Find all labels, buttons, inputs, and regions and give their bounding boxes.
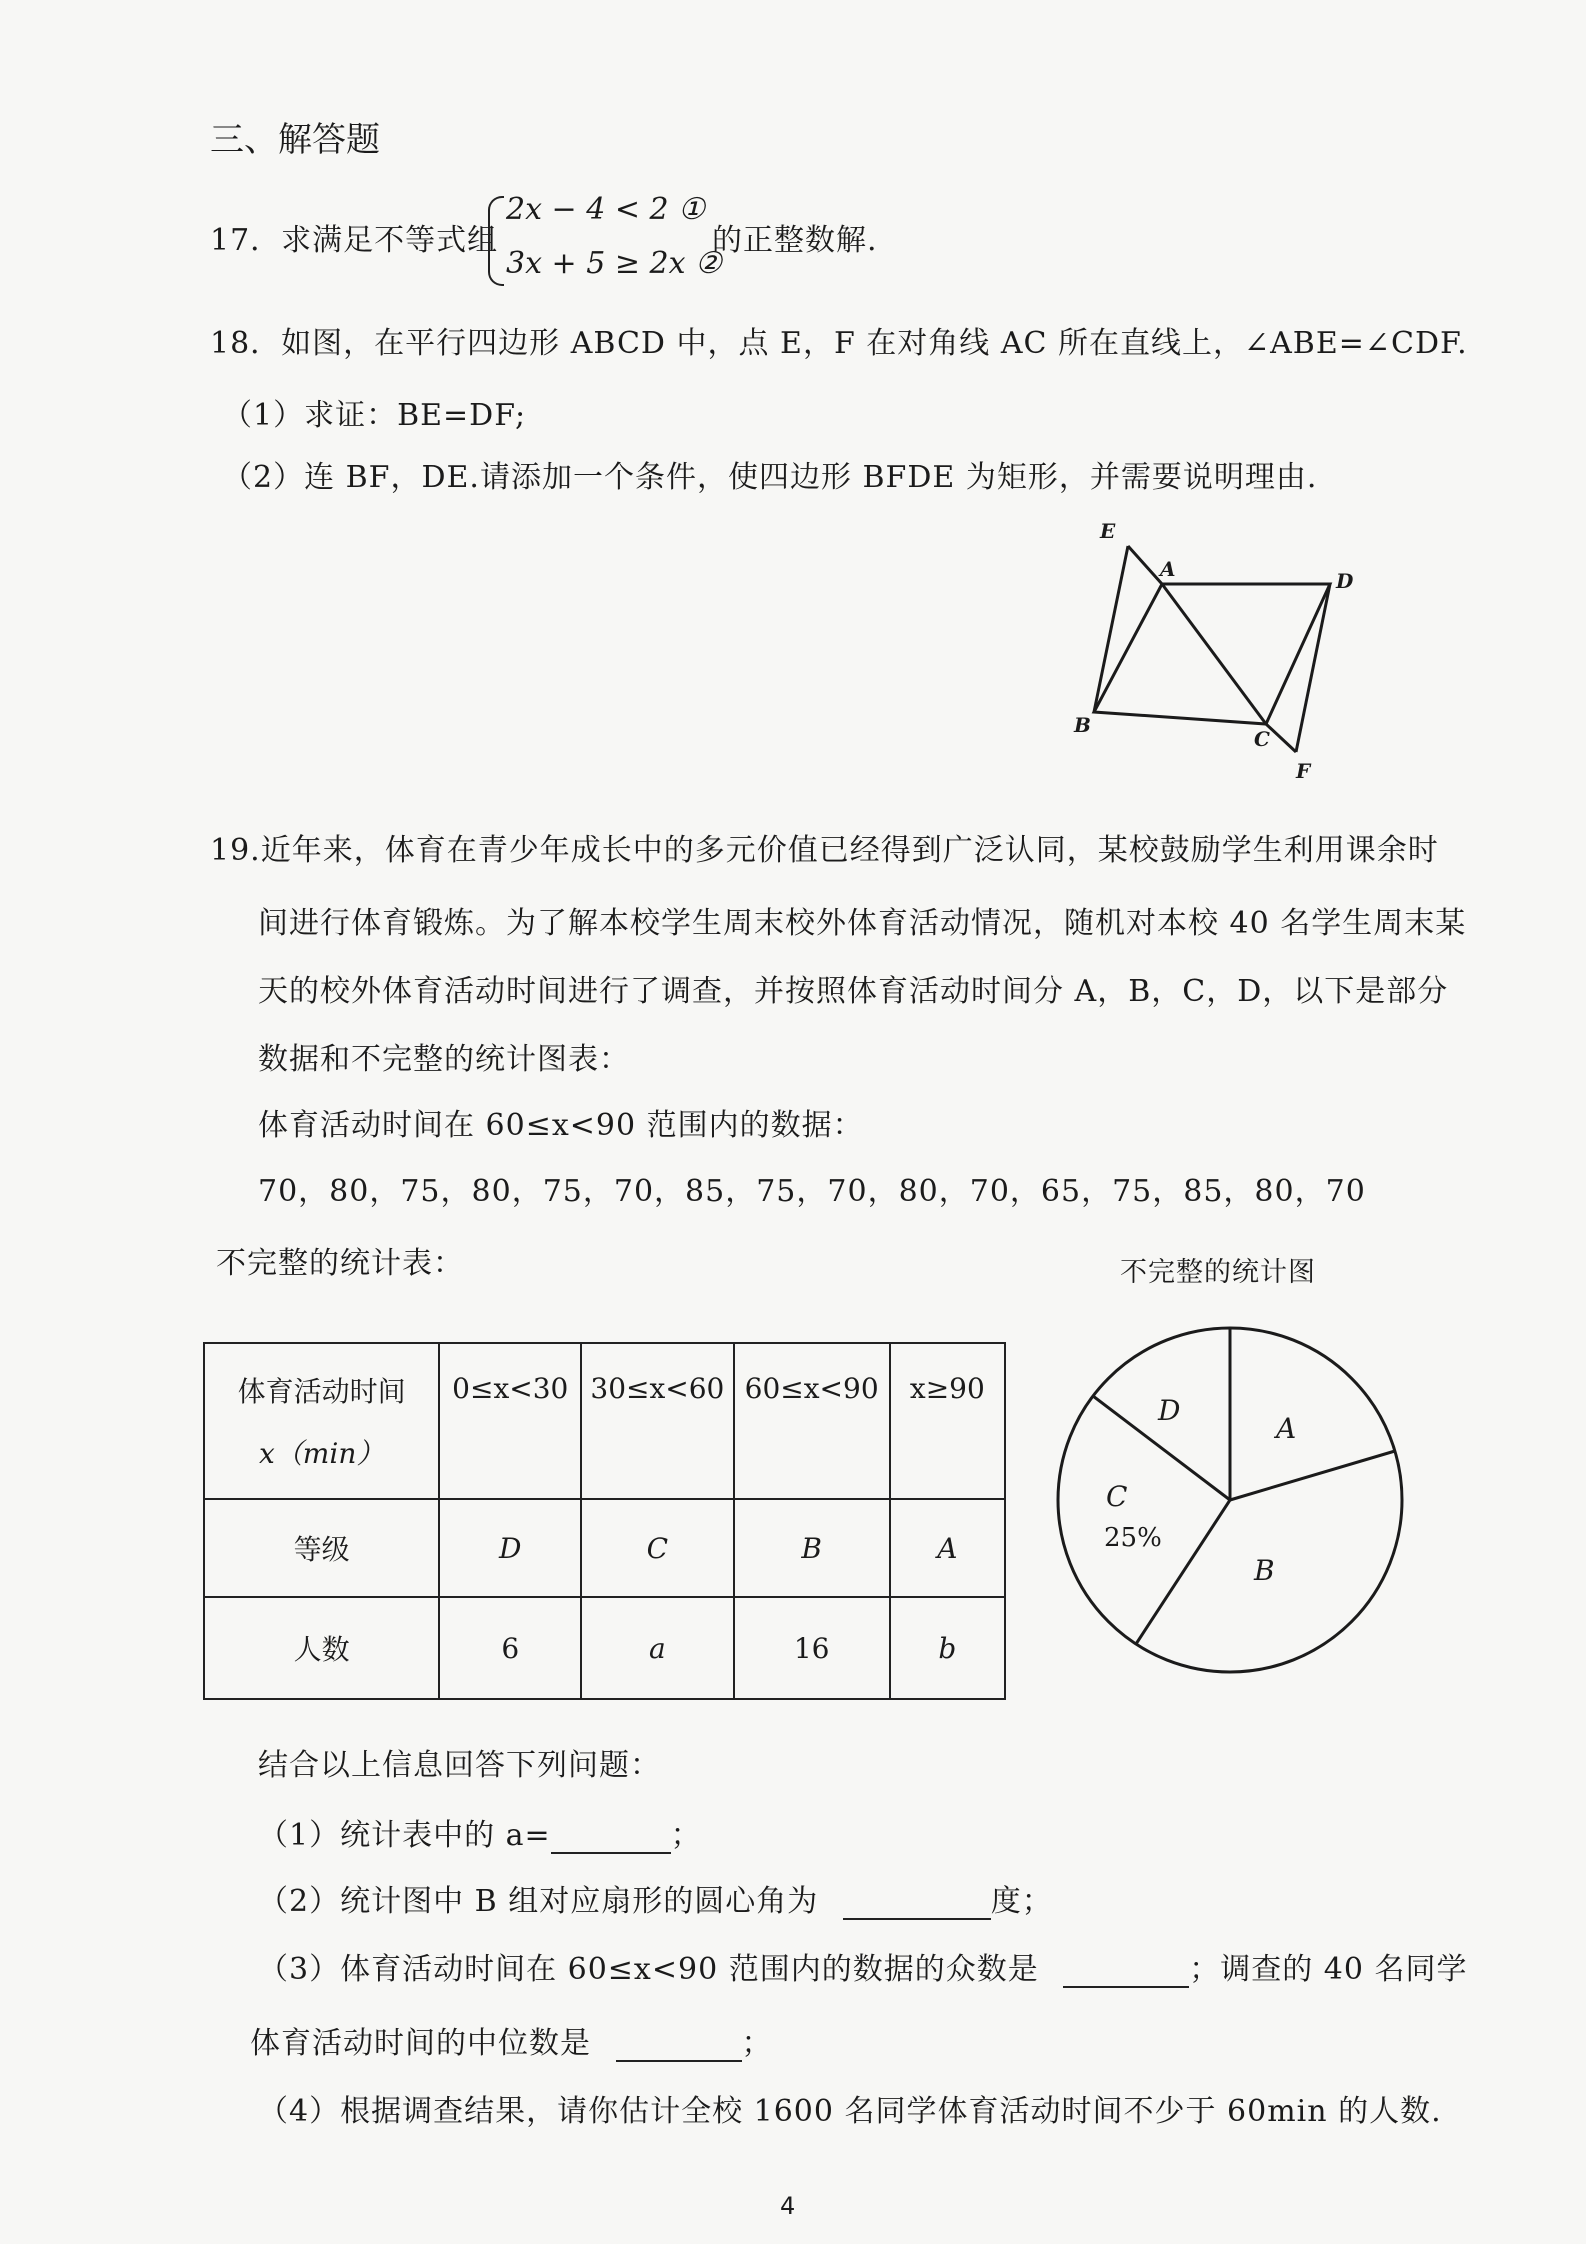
sub-question-4: （4）根据调查结果，请你估计全校 1600 名同学体育活动时间不少于 60min 的人数.: [258, 2094, 1442, 2129]
sub-question-3: [258, 1944, 1468, 1988]
answer-blank-3b[interactable]: [616, 2030, 742, 2062]
sub3-cont-text: 体育活动时间的中位数是: [250, 2026, 591, 2061]
pie-label-b: B: [1254, 1554, 1275, 1587]
q17-prefix: 17．求满足不等式组: [210, 223, 499, 258]
range-cell-d: 0≤x<30: [439, 1343, 581, 1499]
q19-line-4: 数据和不完整的统计图表：: [258, 1042, 630, 1077]
line-ea: [1128, 546, 1162, 584]
pie-label-d: D: [1158, 1394, 1181, 1427]
table-row-ranges: [204, 1343, 1005, 1499]
header-label-line1: 体育活动时间: [237, 1375, 406, 1408]
answer-blank-3a[interactable]: [1063, 1956, 1189, 1988]
pie-label-a: A: [1276, 1412, 1297, 1445]
q17-brace: [488, 196, 504, 286]
sub2-text: （2）统计图中 B 组对应扇形的圆心角为: [258, 1884, 819, 1919]
grade-cell-c: C: [581, 1499, 733, 1597]
q18-part2: （2）连 BF，DE.请添加一个条件，使四边形 BFDE 为矩形，并需要说明理由.: [222, 460, 1318, 495]
parallelogram-figure: [1060, 510, 1380, 790]
diagonal-ac: [1162, 584, 1266, 724]
sub1-tail: ；: [670, 1818, 702, 1853]
segment-be: [1094, 546, 1128, 712]
sub1-text: （1）统计表中的 a=: [258, 1818, 551, 1853]
pie-chart: [1050, 1320, 1410, 1680]
pie-label-c-pct: 25%: [1104, 1523, 1162, 1553]
q19-data-values: 70，80，75，80，75，70，85，75，70，80，70，65，75，85，80，70: [258, 1174, 1366, 1209]
q18-stem: 18．如图，在平行四边形 ABCD 中，点 E，F 在对角线 AC 所在直线上，∠ABE=∠CDF.: [210, 326, 1468, 361]
q19-line-2: 间进行体育锻炼。为了解本校学生周末校外体育活动情况，随机对本校 40 名学生周末某: [258, 906, 1467, 941]
page-number: 4: [780, 2192, 796, 2220]
q19-line-3: 天的校外体育活动时间进行了调查，并按照体育活动时间分 A，B，C，D，以下是部分: [258, 974, 1449, 1009]
grade-cell-b: B: [734, 1499, 890, 1597]
count-cell-d: 6: [439, 1597, 581, 1699]
q19-range-intro: 体育活动时间在 60≤x<90 范围内的数据：: [258, 1108, 864, 1143]
sub2-tail: 度；: [990, 1884, 1053, 1919]
q17-ineq-1: 2x − 4 < 2 ①: [506, 192, 706, 227]
table-row-counts: [204, 1597, 1005, 1699]
table-caption: 不完整的统计表：: [216, 1246, 464, 1281]
pie-divider-right: [1230, 1451, 1395, 1500]
answer-blank-1[interactable]: [551, 1822, 671, 1854]
label-a: A: [1160, 557, 1176, 581]
combine-text: 结合以上信息回答下列问题：: [258, 1748, 661, 1783]
label-f: F: [1296, 759, 1311, 783]
label-e: E: [1100, 519, 1116, 543]
pie-label-c: C: [1106, 1480, 1128, 1513]
label-b: B: [1074, 713, 1091, 737]
q19-line-1: 19.近年来，体育在青少年成长中的多元价值已经得到广泛认同，某校鼓励学生利用课余时: [210, 833, 1439, 868]
grade-cell-a: A: [890, 1499, 1005, 1597]
count-cell-a: b: [890, 1597, 1005, 1699]
segment-df: [1296, 584, 1330, 752]
q17-suffix: 的正整数解.: [712, 223, 878, 258]
answer-blank-2[interactable]: [843, 1888, 991, 1920]
sub-question-3-cont: [250, 2018, 773, 2062]
section-title: 三、解答题: [210, 120, 380, 160]
table-row-grades: [204, 1499, 1005, 1597]
count-cell-c: a: [581, 1597, 733, 1699]
label-c: C: [1254, 727, 1270, 751]
line-cf: [1266, 724, 1296, 752]
chart-caption: 不完整的统计图: [1120, 1257, 1316, 1288]
header-cell: [204, 1343, 439, 1499]
q18-part1: （1）求证：BE=DF;: [222, 398, 527, 433]
sub-question-2: [258, 1876, 1053, 1920]
count-label: 人数: [204, 1597, 439, 1699]
sub3-text: （3）体育活动时间在 60≤x<90 范围内的数据的众数是: [258, 1952, 1039, 1987]
parallelogram-abcd: [1094, 584, 1330, 724]
pie-divider-bottom: [1136, 1500, 1230, 1644]
sub3-mid: ；调查的 40 名同学: [1189, 1952, 1468, 1987]
range-cell-a: x≥90: [890, 1343, 1005, 1499]
grade-label: 等级: [204, 1499, 439, 1597]
grade-cell-d: D: [439, 1499, 581, 1597]
header-label-line2: x（min）: [259, 1437, 385, 1470]
q17-ineq-2: 3x + 5 ≥ 2x ②: [506, 246, 722, 281]
sub3-tail: ；: [741, 2026, 773, 2061]
sub-question-1: [258, 1810, 702, 1854]
count-cell-b: 16: [734, 1597, 890, 1699]
range-cell-c: 30≤x<60: [581, 1343, 733, 1499]
label-d: D: [1336, 569, 1354, 593]
stat-table: [203, 1342, 1006, 1700]
range-cell-b: 60≤x<90: [734, 1343, 890, 1499]
